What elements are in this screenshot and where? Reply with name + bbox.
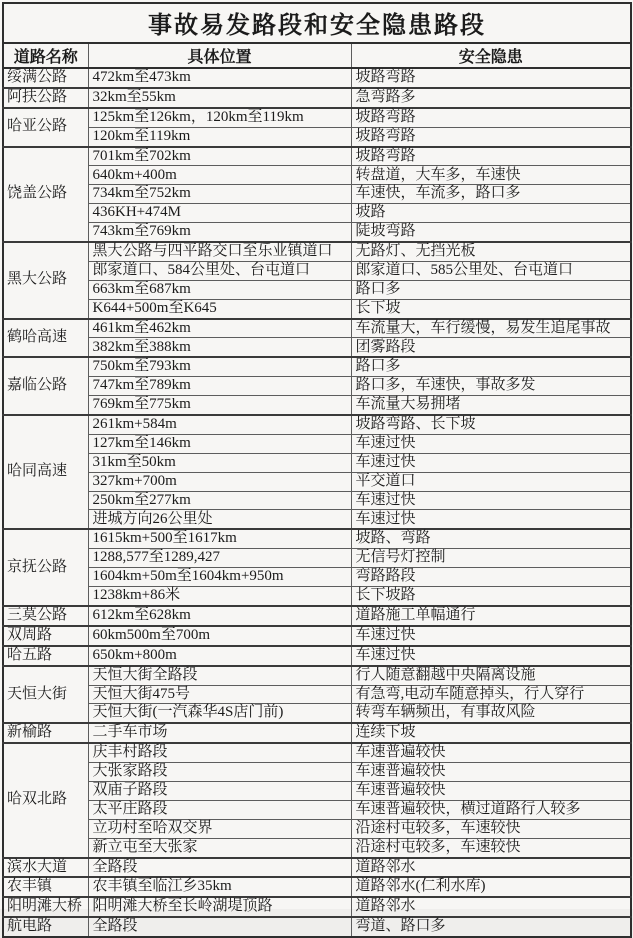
hazard-cell: 转盘道，大车多，车速快 [351,166,631,185]
table-row [3,377,631,396]
location-cell: 太平庄路段 [88,800,351,819]
location-cell: 436KH+474M [88,204,351,223]
location-cell: 农丰镇至临江乡35km [88,877,351,897]
hazard-cell: 行人随意翻越中央隔离设施 [351,666,631,685]
column-header-hazard: 安全隐患 [351,43,631,68]
hazard-cell: 急弯路多 [351,88,631,108]
road-name-cell: 新榆路 [3,723,88,743]
road-name-cell: 嘉临公路 [3,357,88,415]
location-cell: 新立屯至大张家 [88,838,351,857]
table-row [3,587,631,606]
table-body [3,68,631,937]
table-row [3,800,631,819]
hazard-cell: 车流量大易拥堵 [351,396,631,415]
location-cell: 261km+584m [88,415,351,434]
table-row [3,185,631,204]
location-cell: 60km500m至700m [88,626,351,646]
road-name-cell: 黑大公路 [3,242,88,319]
hazard-cell: 道路邻水(仁利水库) [351,877,631,897]
table-row [3,88,631,108]
table-row [3,242,631,261]
table-row [3,147,631,166]
table-row [3,453,631,472]
table-row [3,897,631,917]
hazard-cell: 坡路弯路 [351,108,631,127]
table-row [3,819,631,838]
location-cell: 阳明滩大桥至长岭湖堤顶路 [88,897,351,917]
table-row [3,261,631,280]
location-cell: 734km至752km [88,185,351,204]
hazard-cell: 车流量大，车行缓慢，易发生追尾事故 [351,319,631,338]
hazard-cell: 车速过快 [351,510,631,529]
location-cell: 天恒大街475号 [88,685,351,704]
hazard-cell: 团雾路段 [351,338,631,357]
road-name-cell: 京抚公路 [3,529,88,606]
table-row [3,626,631,646]
table-row [3,223,631,242]
hazard-cell: 无路灯、无挡光板 [351,242,631,261]
location-cell: 黑大公路与四平路交口至乐业镇道口 [88,242,351,261]
location-cell: 二手车市场 [88,723,351,743]
location-cell: 640km+400m [88,166,351,185]
hazard-cell: 坡路弯路 [351,68,631,88]
table-row [3,472,631,491]
road-name-cell: 绥满公路 [3,68,88,88]
hazard-cell: 沿途村屯较多，车速较快 [351,838,631,857]
hazard-cell: 车速快，车流多，路口多 [351,185,631,204]
table-row [3,396,631,415]
hazard-cell: 路口多 [351,357,631,376]
hazard-cell: 长下坡 [351,299,631,318]
road-name-cell: 天恒大街 [3,666,88,724]
hazard-cell: 车速普遍较快，横过道路行人较多 [351,800,631,819]
location-cell: 1238km+86米 [88,587,351,606]
hazard-cell: 车速过快 [351,453,631,472]
table-row [3,685,631,704]
hazard-cell: 坡路、弯路 [351,529,631,548]
location-cell: 天恒大街全路段 [88,666,351,685]
hazard-cell: 车速过快 [351,491,631,510]
road-name-cell: 三莫公路 [3,606,88,626]
title-row [3,3,631,43]
hazard-cell: 车速过快 [351,626,631,646]
hazard-cell: 车速普遍较快 [351,781,631,800]
table-row [3,357,631,376]
road-name-cell: 阳明滩大桥 [3,897,88,917]
hazard-cell: 长下坡路 [351,587,631,606]
hazard-cell: 道路施工单幅通行 [351,606,631,626]
location-cell: 743km至769km [88,223,351,242]
location-cell: 双庙子路段 [88,781,351,800]
location-cell: 650km+800m [88,646,351,666]
location-cell: 612km至628km [88,606,351,626]
hazard-cell: 沿途村屯较多，车速较快 [351,819,631,838]
table-row [3,529,631,548]
location-cell: 472km至473km [88,68,351,88]
table-row [3,704,631,723]
road-name-cell: 哈五路 [3,646,88,666]
location-cell: 769km至775km [88,396,351,415]
hazard-cell: 郎家道口、585公里处、台屯道口 [351,261,631,280]
location-cell: 1288,577至1289,427 [88,549,351,568]
table-row [3,838,631,857]
table-row [3,549,631,568]
hazard-cell: 车速普遍较快 [351,743,631,762]
location-cell: 进城方向26公里处 [88,510,351,529]
hazard-cell: 路口多 [351,280,631,299]
table-row [3,415,631,434]
page-title: 事故易发路段和安全隐患路段 [3,3,631,43]
table-row [3,606,631,626]
table-row [3,166,631,185]
hazard-cell: 道路邻水 [351,858,631,878]
location-cell: 382km至388km [88,338,351,357]
road-name-cell: 阿扶公路 [3,88,88,108]
road-name-cell: 饶盖公路 [3,147,88,242]
table-row [3,646,631,666]
location-cell: 461km至462km [88,319,351,338]
location-cell: 1615km+500至1617km [88,529,351,548]
location-cell: 750km至793km [88,357,351,376]
hazard-cell: 陡坡弯路 [351,223,631,242]
table-row [3,280,631,299]
table-row [3,204,631,223]
location-cell: 全路段 [88,858,351,878]
table-row [3,319,631,338]
road-name-cell: 滨水大道 [3,858,88,878]
table-row [3,68,631,88]
road-name-cell: 航电路 [3,917,88,937]
table-row [3,781,631,800]
hazard-cell: 车速普遍较快 [351,763,631,782]
table-row [3,338,631,357]
location-cell: 32km至55km [88,88,351,108]
table-row [3,763,631,782]
table-row [3,666,631,685]
location-cell: 125km至126km，120km至119km [88,108,351,127]
location-cell: 327km+700m [88,472,351,491]
hazard-cell: 坡路弯路、长下坡 [351,415,631,434]
location-cell: 1604km+50m至1604km+950m [88,568,351,587]
table-row [3,568,631,587]
table-row [3,510,631,529]
hazard-cell: 坡路弯路 [351,147,631,166]
hazard-cell: 平交道口 [351,472,631,491]
column-header-location: 具体位置 [88,43,351,68]
table-row [3,723,631,743]
hazard-cell: 弯路路段 [351,568,631,587]
location-cell: 庆丰村路段 [88,743,351,762]
table-row [3,743,631,762]
location-cell: 大张家路段 [88,763,351,782]
hazard-cell: 坡路 [351,204,631,223]
table-row [3,299,631,318]
hazard-cell: 坡路弯路 [351,127,631,146]
location-cell: 31km至50km [88,453,351,472]
table-row [3,917,631,937]
location-cell: 747km至789km [88,377,351,396]
hazard-cell: 道路邻水 [351,897,631,917]
accident-road-table [2,2,632,938]
location-cell: 天恒大街(一汽森华4S店门前) [88,704,351,723]
location-cell: 701km至702km [88,147,351,166]
location-cell: 250km至277km [88,491,351,510]
table-row [3,491,631,510]
hazard-cell: 车速过快 [351,646,631,666]
column-header-road-name: 道路名称 [3,43,88,68]
hazard-cell: 无信号灯控制 [351,549,631,568]
road-name-cell: 农丰镇 [3,877,88,897]
hazard-cell: 路口多，车速快，事故多发 [351,377,631,396]
table-row [3,434,631,453]
road-name-cell: 哈双北路 [3,743,88,857]
table-row [3,858,631,878]
location-cell: 663km至687km [88,280,351,299]
location-cell: 郎家道口、584公里处、台屯道口 [88,261,351,280]
hazard-cell: 车速过快 [351,434,631,453]
location-cell: 120km至119km [88,127,351,146]
road-name-cell: 双周路 [3,626,88,646]
hazard-cell: 连续下坡 [351,723,631,743]
location-cell: K644+500m至K645 [88,299,351,318]
road-name-cell: 哈同高速 [3,415,88,529]
road-name-cell: 鹤哈高速 [3,319,88,358]
table-row [3,127,631,146]
road-name-cell: 哈亚公路 [3,108,88,147]
hazard-cell: 弯道、路口多 [351,917,631,937]
location-cell: 立功村至哈双交界 [88,819,351,838]
location-cell: 127km至146km [88,434,351,453]
header-row [3,43,631,68]
table-row [3,877,631,897]
table-row [3,108,631,127]
hazard-cell: 有急弯,电动车随意掉头，行人穿行 [351,685,631,704]
hazard-cell: 转弯车辆频出，有事故风险 [351,704,631,723]
location-cell: 全路段 [88,917,351,937]
